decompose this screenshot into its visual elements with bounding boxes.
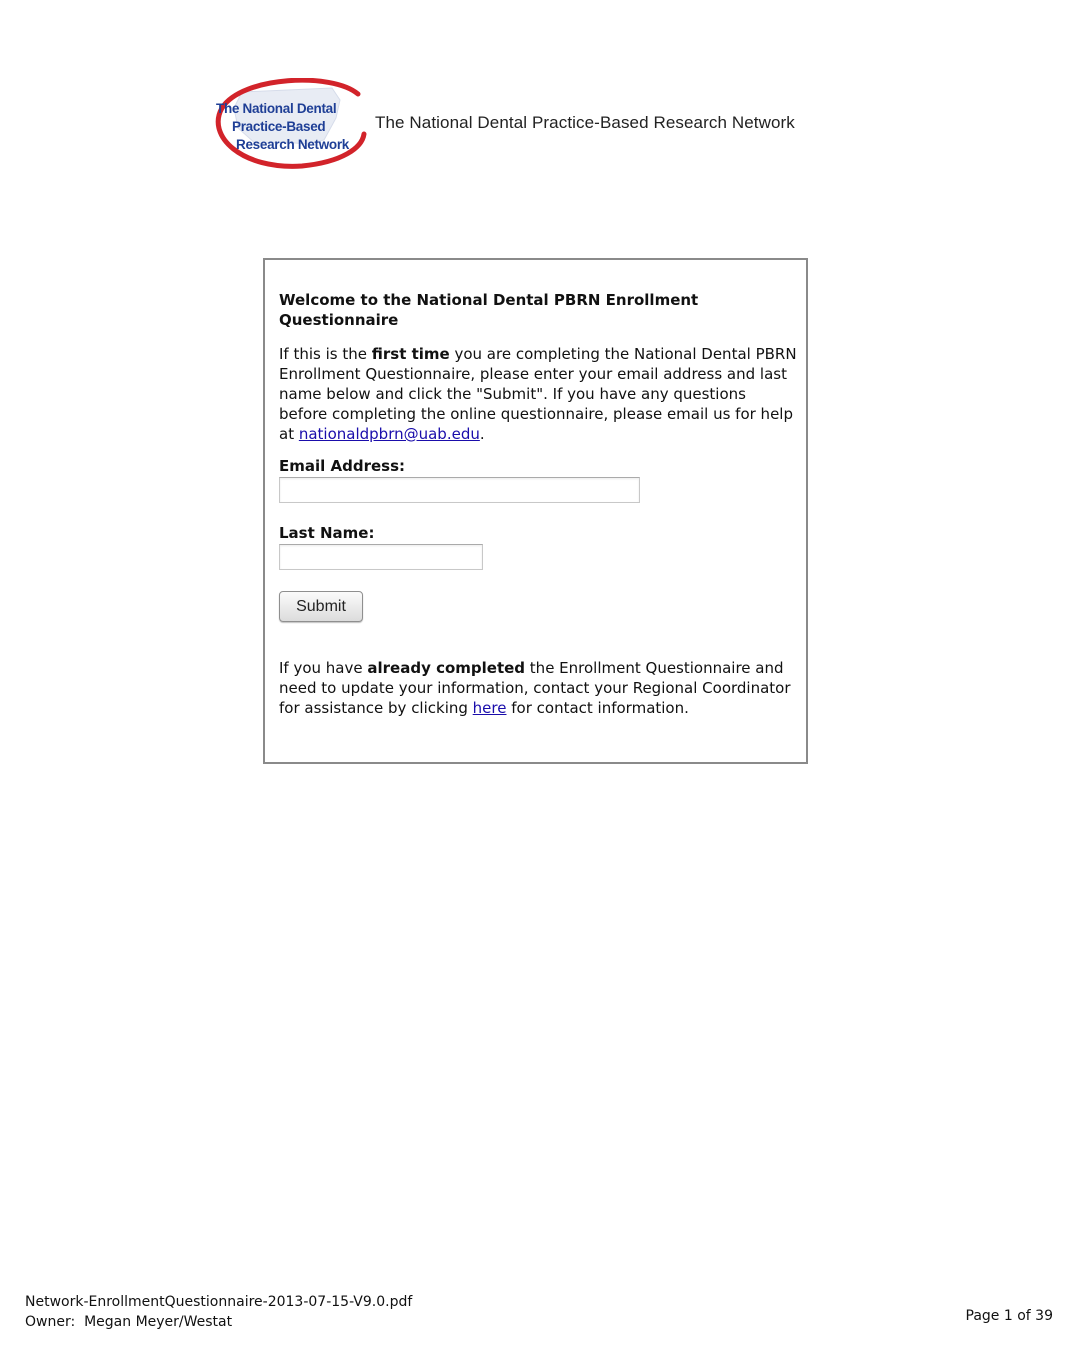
- logo-line-1: The National Dental: [216, 101, 337, 116]
- network-logo: [212, 78, 368, 174]
- last-name-label: Last Name:: [279, 524, 375, 542]
- outro-part-1: If you have: [279, 659, 368, 677]
- outro-text: [279, 658, 799, 718]
- submit-button[interactable]: Submit: [279, 591, 363, 622]
- header-title: The National Dental Practice-Based Research Network: [375, 113, 795, 132]
- document-footer: [25, 1292, 412, 1332]
- email-label: Email Address:: [279, 457, 406, 475]
- outro-part-2: the Enrollment Questionnaire and need to update your information, contact your Regional Coordinator for assistance by clicking: [279, 659, 791, 717]
- intro-bold-first-time: first time: [371, 345, 450, 363]
- logo-line-3: Research Network: [236, 137, 350, 152]
- email-field[interactable]: [279, 477, 640, 503]
- intro-text: [279, 344, 799, 444]
- last-name-field[interactable]: [279, 544, 483, 570]
- intro-part-2: you are completing the National Dental PBRN Enrollment Questionnaire, please enter your email address and last name below and click the "Submit". If you have any questions before completing the online questionnaire, please email us for help at: [279, 345, 797, 443]
- welcome-heading: Welcome to the National Dental PBRN Enrollment Questionnaire: [279, 291, 699, 329]
- logo-line-2: Practice-Based: [232, 119, 326, 134]
- outro-part-3: for contact information.: [506, 699, 689, 717]
- outro-bold-already-completed: already completed: [367, 659, 526, 677]
- contact-here-link[interactable]: here: [472, 699, 507, 717]
- footer-filename: Network-EnrollmentQuestionnaire-2013-07-15-V9.0.pdf: [25, 1294, 413, 1310]
- page-number: Page 1 of 39: [965, 1308, 1053, 1324]
- logo-text: [212, 100, 360, 154]
- enrollment-form: [279, 290, 799, 718]
- help-email-link[interactable]: nationaldpbrn@uab.edu: [298, 425, 480, 443]
- enrollment-panel: [263, 258, 808, 764]
- footer-owner: Owner: Megan Meyer/Westat: [25, 1314, 233, 1330]
- intro-part-3: .: [479, 425, 485, 443]
- intro-part-1: If this is the: [279, 345, 372, 363]
